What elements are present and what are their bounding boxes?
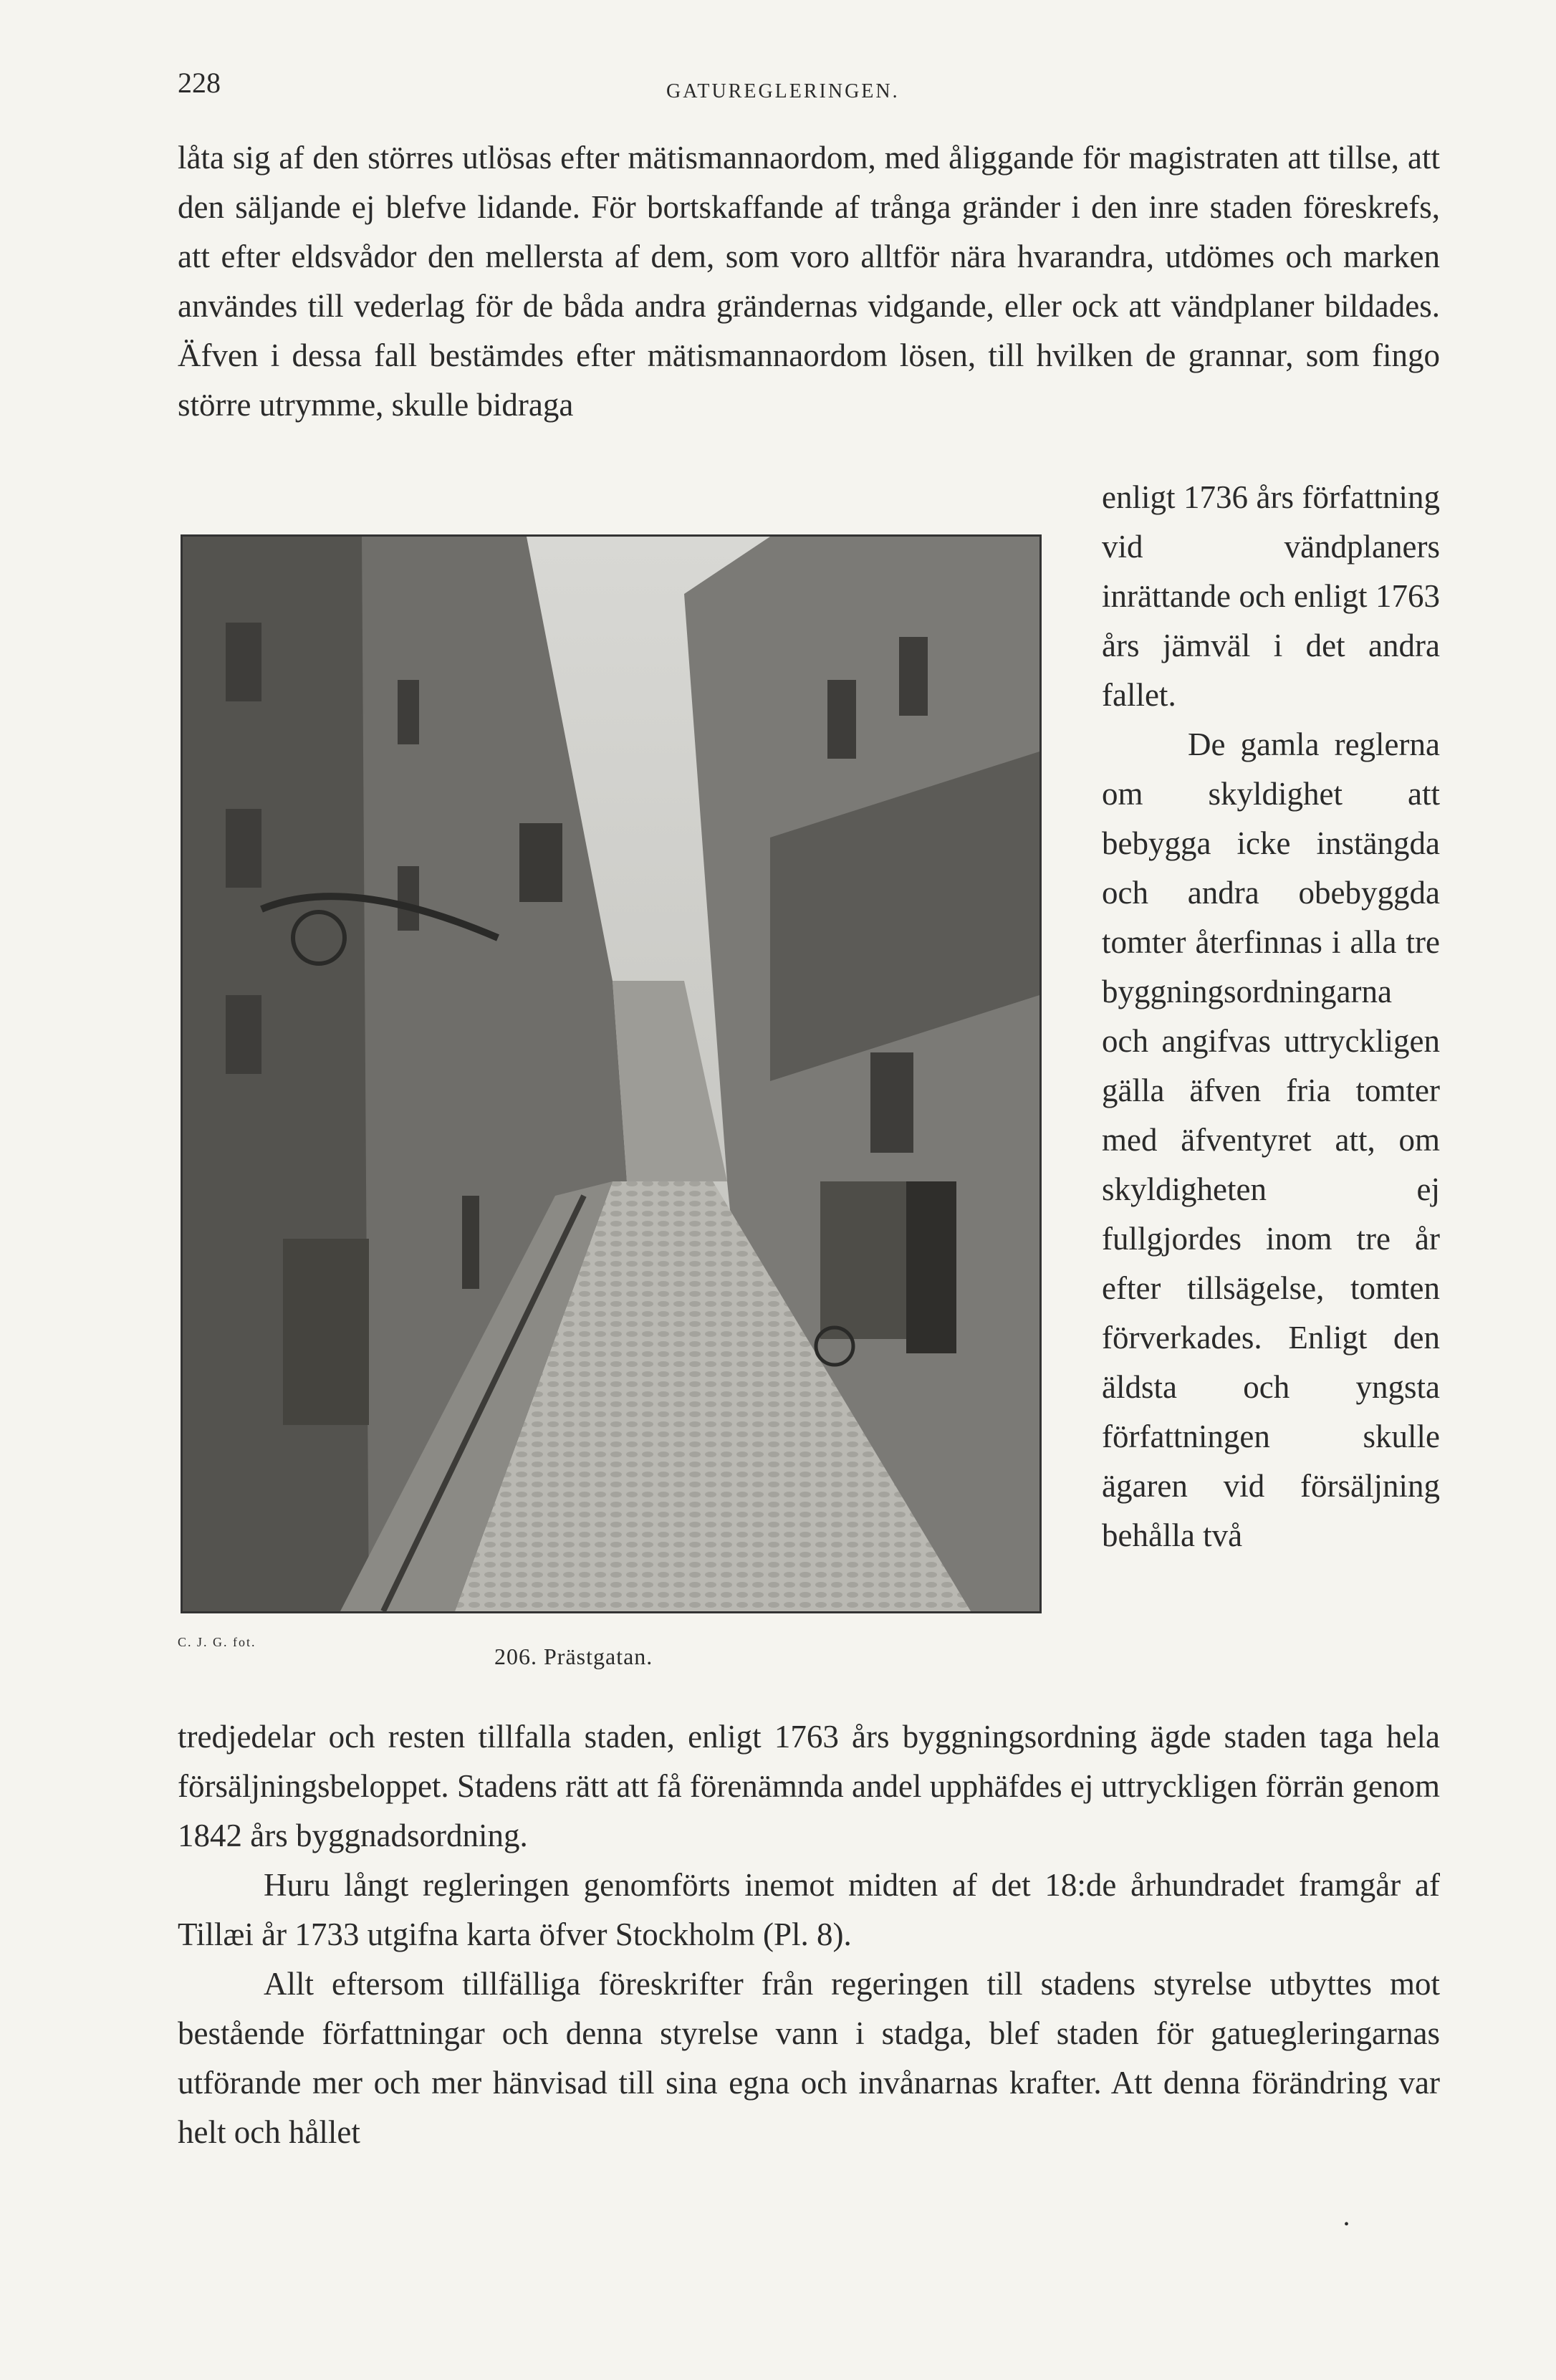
street-scene-illustration: [183, 537, 1039, 1611]
side-paragraph-2: De gamla reglerna om skyldighet att bebygga icke instängda och andra obebyggda tomter återfinnas i alla tre byggningsordningarna och angifvas uttryckligen gälla äfven fria tomter med äfventyret att, om skyldigheten ej fullgjordes inom tre år efter tillsägelse, tomten förverkades. Enligt den äldsta och yngsta författningen skulle ägaren vid försäljning behålla två: [1102, 726, 1440, 1553]
intro-paragraph: [178, 133, 1440, 430]
paragraph-3: Allt eftersom tillfälliga föreskrifter från regeringen till stadens styrelse utbyttes mot bestående författningar och denna styrelse vann i stadga, blef staden för gatuegleringarnas utförande mer och mer hänvisad till sina egna och invånarnas krafter. Att denna förändring var helt och hållet: [178, 1966, 1440, 2150]
running-head: GATUREGLERINGEN.: [666, 80, 900, 102]
photo-credit: C. J. G. fot.: [178, 1635, 256, 1649]
page-number: 228: [178, 67, 221, 99]
continuation-paragraph: tredjedelar och resten tillfalla staden, enligt 1763 års byggningsordning ägde staden taga hela försäljningsbeloppet. Stadens rätt att få förenämnda andel upphäfdes ej uttryckligen förrän genom 1842 års byggnadsordning.: [178, 1719, 1440, 1853]
intro-text: låta sig af den störres utlösas efter mätismannaordom, med åliggande för magistraten att tillse, att den säljande ej blefve lidande. För bortskaffande af trånga gränder i den inre staden föreskrefs, att efter eldsvådor den mellersta af dem, som voro alltför nära hvarandra, utdömes och marken användes till vederlag för de båda andra grändernas vidgande, eller ock att vändplaner bildades. Äfven i dessa fall bestämdes efter mätismannaordom lösen, till hvilken de grannar, som fingo större utrymme, skulle bidraga: [178, 140, 1440, 423]
side-paragraph-1: enligt 1736 års författning vid vändplaners inrättande och enligt 1763 års jämväl i det andra fallet.: [1102, 479, 1440, 713]
side-column: [1102, 473, 1440, 1560]
street-photograph: [181, 534, 1042, 1613]
figure-caption: 206. Prästgatan.: [494, 1644, 653, 1669]
page-mark: •: [1344, 2217, 1350, 2232]
paragraph-2: Huru långt regleringen genomförts inemot midten af det 18:de århundradet framgår af Tillæi år 1733 utgifna karta öfver Stockholm (Pl. 8).: [178, 1867, 1440, 1952]
main-text: [178, 1712, 1440, 2157]
